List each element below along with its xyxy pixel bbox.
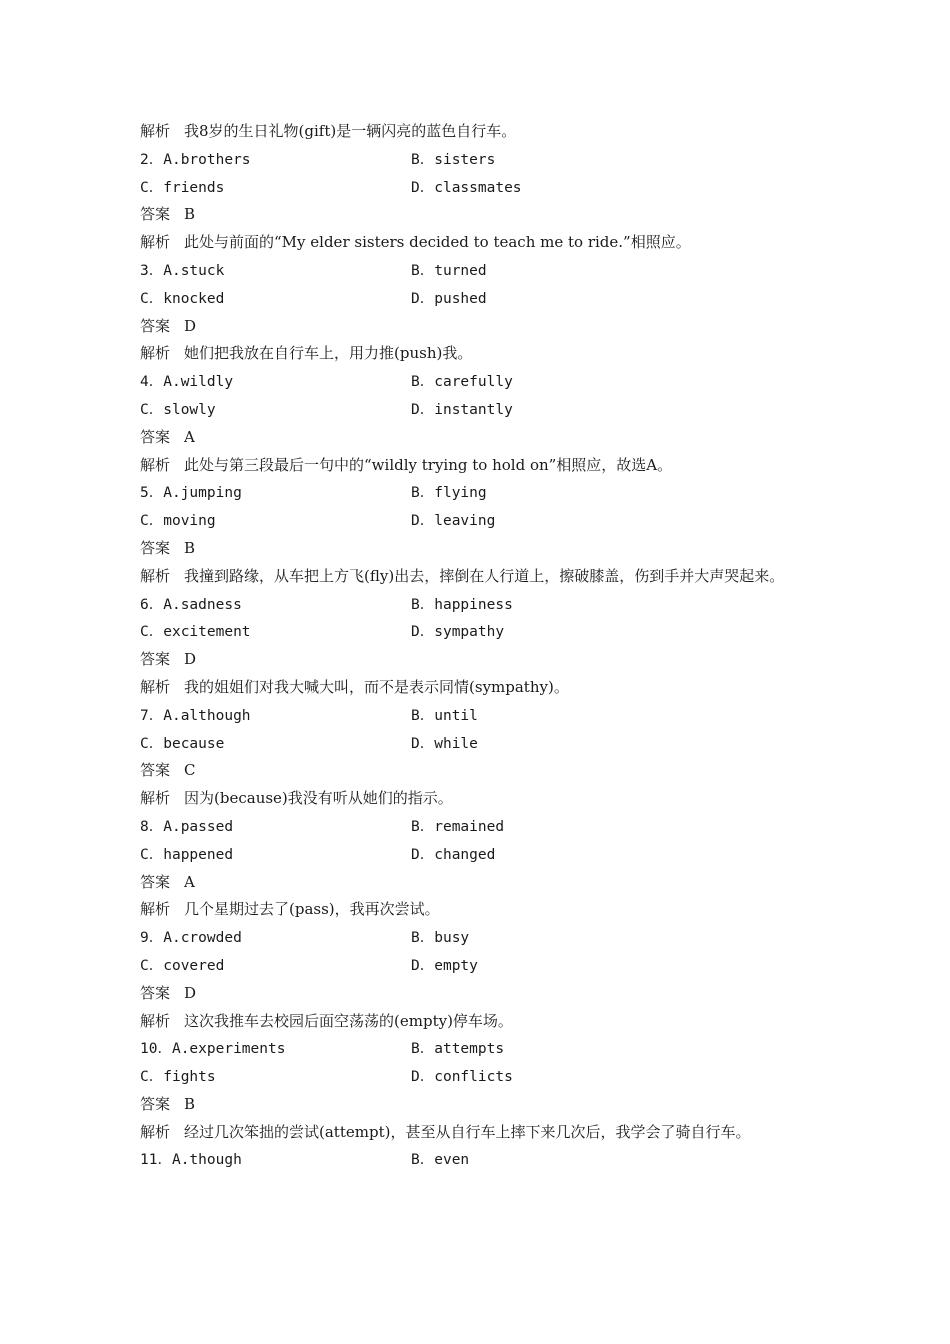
option-a: 11．A.though xyxy=(140,1152,242,1169)
answer-line xyxy=(140,1091,820,1119)
answer-label: 答案 xyxy=(140,427,171,446)
option-a: 6．A.sadness xyxy=(140,596,242,613)
option-row-ab xyxy=(140,146,820,174)
note-line xyxy=(140,563,820,591)
note-text: 几个星期过去了(pass)，我再次尝试。 xyxy=(184,900,440,919)
answer-value: B xyxy=(184,538,196,557)
option-a: 9．A.crowded xyxy=(140,930,242,947)
option-row-ab xyxy=(140,591,820,619)
option-row-cd xyxy=(140,618,820,646)
option-row-cd xyxy=(140,285,820,313)
answer-value: A xyxy=(184,872,195,891)
note-label: 解析 xyxy=(140,1011,171,1030)
option-row-cd xyxy=(140,507,820,535)
note-line xyxy=(140,1008,820,1036)
note-text: 她们把我放在自行车上，用力推(push)我。 xyxy=(184,344,473,363)
note-label: 解析 xyxy=(140,677,171,696)
answer-value: D xyxy=(184,983,197,1002)
note-line xyxy=(140,1119,820,1147)
note-text: 经过几次笨拙的尝试(attempt)，甚至从自行车上摔下来几次后，我学会了骑自行车。 xyxy=(184,1122,751,1141)
option-row-ab xyxy=(140,479,820,507)
option-c: C．because xyxy=(140,735,225,752)
option-b: B．happiness xyxy=(411,596,513,613)
option-row-ab xyxy=(140,702,820,730)
option-c: C．covered xyxy=(140,957,225,974)
answer-line xyxy=(140,424,820,452)
option-row-ab xyxy=(140,1146,820,1174)
option-c: C．moving xyxy=(140,513,216,530)
note-label: 解析 xyxy=(140,233,171,252)
option-b: B．busy xyxy=(411,930,470,947)
note-label: 解析 xyxy=(140,566,171,585)
answer-value: D xyxy=(184,650,197,669)
option-c: C．slowly xyxy=(140,401,216,418)
option-c: C．friends xyxy=(140,179,225,196)
note-text: 我8岁的生日礼物(gift)是一辆闪亮的蓝色自行车。 xyxy=(184,122,517,140)
answer-line xyxy=(140,201,820,229)
option-a: 8．A.passed xyxy=(140,818,234,835)
option-c: C．fights xyxy=(140,1069,216,1086)
option-a: 3．A.stuck xyxy=(140,262,225,279)
option-row-cd xyxy=(140,952,820,980)
option-row-ab xyxy=(140,368,820,396)
note-line xyxy=(140,340,820,368)
note-label: 解析 xyxy=(140,789,171,808)
note-line xyxy=(140,674,820,702)
note-label: 解析 xyxy=(140,900,171,919)
answer-value: D xyxy=(184,316,197,335)
answer-label: 答案 xyxy=(140,1094,171,1113)
option-b: B．sisters xyxy=(411,151,496,168)
option-b: B．even xyxy=(411,1152,470,1169)
answer-label: 答案 xyxy=(140,983,171,1002)
option-b: B．turned xyxy=(411,262,487,279)
note-text: 此处与第三段最后一句中的“wildly trying to hold on”相照应，故选A。 xyxy=(184,455,673,474)
note-label: 解析 xyxy=(140,455,171,474)
answer-value: A xyxy=(184,427,195,446)
option-d: D．while xyxy=(411,735,478,752)
option-d: D．pushed xyxy=(411,290,487,307)
option-d: D．sympathy xyxy=(411,624,505,641)
note-label: 解析 xyxy=(140,122,171,140)
option-row-cd xyxy=(140,841,820,869)
note-line xyxy=(140,785,820,813)
answer-line xyxy=(140,646,820,674)
answer-line xyxy=(140,313,820,341)
option-d: D．instantly xyxy=(411,401,513,418)
option-a: 10．A.experiments xyxy=(140,1041,286,1058)
intro-note-line xyxy=(140,118,820,146)
note-label: 解析 xyxy=(140,1122,171,1141)
note-text: 我的姐姐们对我大喊大叫，而不是表示同情(sympathy)。 xyxy=(184,677,569,696)
option-b: B．until xyxy=(411,707,478,724)
option-d: D．classmates xyxy=(411,179,522,196)
answer-value: B xyxy=(184,205,196,224)
answer-value: B xyxy=(184,1094,196,1113)
option-row-ab xyxy=(140,813,820,841)
option-a: 2．A.brothers xyxy=(140,151,251,168)
document-content xyxy=(140,118,820,1174)
note-line xyxy=(140,229,820,257)
option-d: D．empty xyxy=(411,957,478,974)
option-row-ab xyxy=(140,924,820,952)
note-text: 这次我推车去校园后面空荡荡的(empty)停车场。 xyxy=(184,1011,513,1030)
answer-label: 答案 xyxy=(140,761,171,780)
note-text: 此处与前面的“My elder sisters decided to teach me to ride.”相照应。 xyxy=(184,233,691,252)
option-c: C．happened xyxy=(140,846,234,863)
answer-label: 答案 xyxy=(140,316,171,335)
option-b: B．attempts xyxy=(411,1041,505,1058)
option-d: D．changed xyxy=(411,846,496,863)
option-a: 4．A.wildly xyxy=(140,374,234,391)
option-row-ab xyxy=(140,1035,820,1063)
option-row-cd xyxy=(140,174,820,202)
option-a: 7．A.although xyxy=(140,707,251,724)
note-line xyxy=(140,896,820,924)
option-a: 5．A.jumping xyxy=(140,485,242,502)
answer-line xyxy=(140,535,820,563)
note-text: 因为(because)我没有听从她们的指示。 xyxy=(184,789,453,808)
option-b: B．carefully xyxy=(411,374,513,391)
note-line xyxy=(140,452,820,480)
note-label: 解析 xyxy=(140,344,171,363)
answer-line xyxy=(140,869,820,897)
option-c: C．excitement xyxy=(140,624,251,641)
answer-value: C xyxy=(184,761,196,780)
option-c: C．knocked xyxy=(140,290,225,307)
answer-label: 答案 xyxy=(140,650,171,669)
answer-label: 答案 xyxy=(140,538,171,557)
option-b: B．remained xyxy=(411,818,505,835)
option-b: B．flying xyxy=(411,485,487,502)
option-row-cd xyxy=(140,396,820,424)
answer-label: 答案 xyxy=(140,872,171,891)
note-text: 我撞到路缘，从车把上方飞(fly)出去，摔倒在人行道上，擦破膝盖，伤到手并大声哭起来。 xyxy=(184,566,785,585)
answer-line xyxy=(140,980,820,1008)
option-row-ab xyxy=(140,257,820,285)
answer-line xyxy=(140,757,820,785)
option-row-cd xyxy=(140,1063,820,1091)
answer-label: 答案 xyxy=(140,205,171,224)
option-d: D．leaving xyxy=(411,513,496,530)
option-d: D．conflicts xyxy=(411,1069,513,1086)
option-row-cd xyxy=(140,730,820,758)
